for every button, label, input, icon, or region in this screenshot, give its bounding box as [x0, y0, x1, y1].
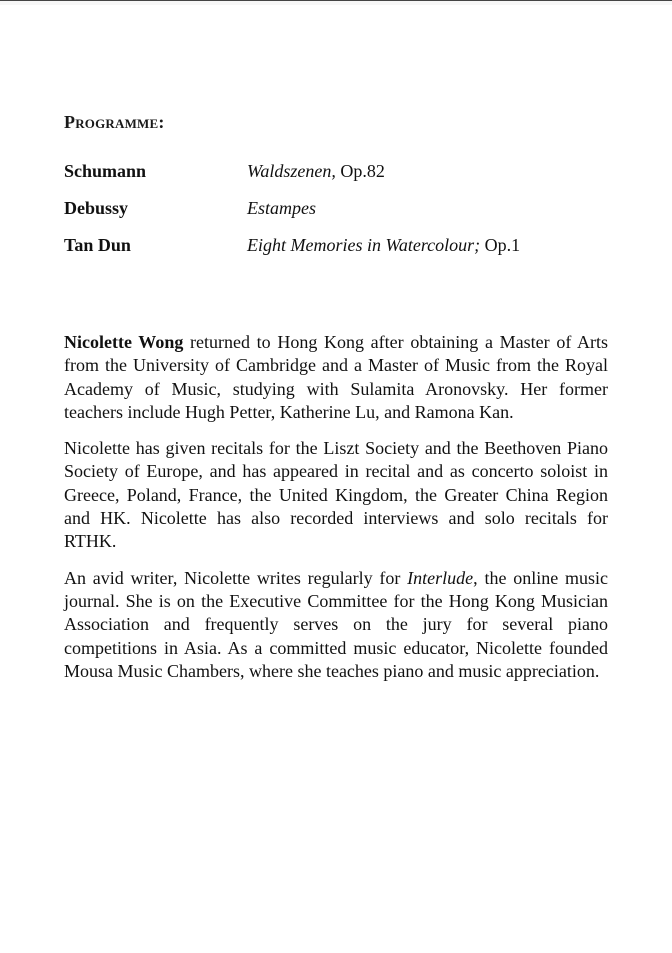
bio-paragraph-2-text: Nicolette has given recitals for the Liszt Society and the Beethoven Piano Society of Europe, and has appeared in recital and as concerto soloist in Greece, Poland, France, the United Kingdom, the Greater China Region and HK. Nicolette has also recorded interviews and solo recitals for RTHK.: [64, 438, 608, 552]
bio-paragraph-3-text-before: An avid writer, Nicolette writes regularly for: [64, 567, 408, 588]
work: [247, 158, 385, 184]
programme-item-tan-dun: [64, 232, 608, 269]
composer-name: Schumann: [64, 161, 147, 181]
work-opus: Op.1: [480, 235, 521, 255]
programme-item-debussy: [64, 195, 608, 232]
work-opus: Op.82: [335, 161, 385, 181]
bio-paragraph-3-text-after: , the online music journal. She is on the Executive Committee for the Hong Kong Musician Association and frequently serves on the jury for several piano competitions in Asia. As a committed music educator, Nicolette founded Mousa Music Chambers, where she teaches piano and music appreciation.: [64, 567, 608, 681]
work-title: Eight Memories in Watercolour;: [247, 235, 481, 255]
bio-paragraph-2: [64, 437, 608, 553]
programme-item-schumann: [64, 158, 608, 195]
work-title: Estampes: [247, 198, 316, 218]
programme-heading: Programme:: [64, 112, 165, 132]
performer-name: Nicolette Wong: [64, 332, 184, 352]
programme-list: [64, 158, 608, 269]
top-border-shadow: [0, 1, 672, 5]
bio-paragraph-1-text: returned to Hong Kong after obtaining a Master of Arts from the University of Cambridge and a Master of Music from the Royal Academy of Music, studying with Sulamita Aronovsky. Her former teachers include Hugh Petter, Katherine Lu, and Ramona Kan.: [64, 332, 608, 422]
composer-name: Debussy: [64, 198, 129, 218]
work: [247, 232, 520, 258]
composer-name: Tan Dun: [64, 235, 131, 255]
work-title: Waldszenen,: [247, 161, 336, 181]
bio-paragraph-3: [64, 567, 608, 683]
biography: [64, 331, 608, 696]
journal-name: Interlude: [407, 567, 474, 588]
bio-paragraph-1: [64, 331, 608, 424]
work: [247, 195, 316, 221]
